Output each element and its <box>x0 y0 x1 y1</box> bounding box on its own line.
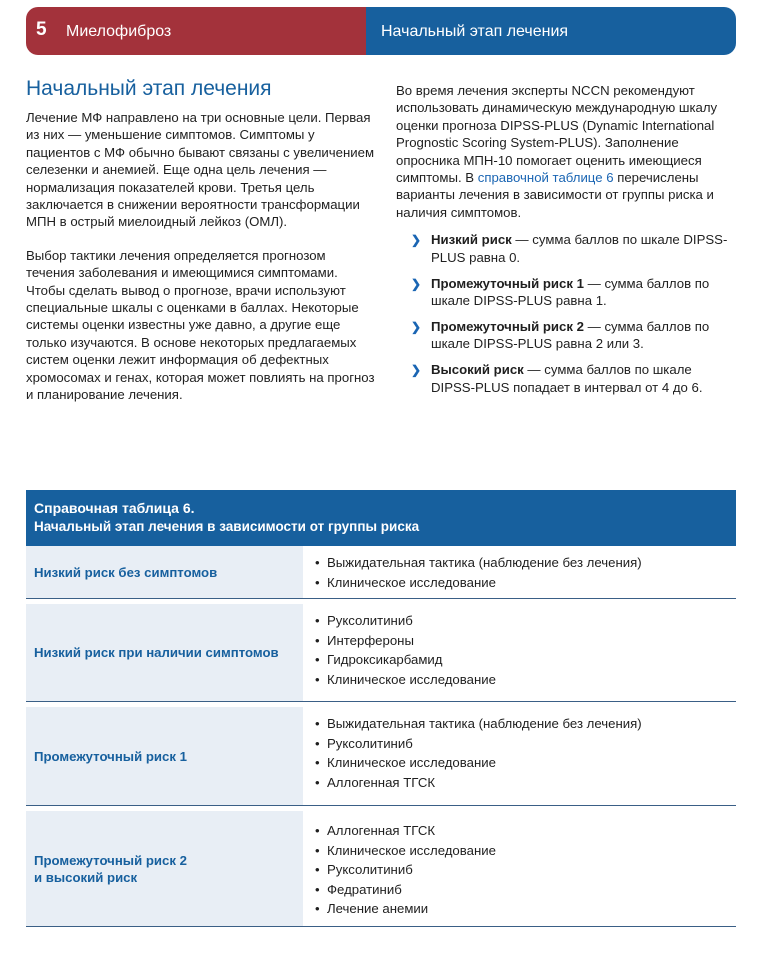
dipss-text-start: Во время лечения эксперты NCCN рекомендуют использовать динамическую международную шкалу оценки прогноза DIPSS-PLUS (Dynamic International Prognostic Scoring System-PLUS). Заполнение опросника МПН-10 помогает оценить имеющиеся симптомы. В <box>396 83 718 186</box>
risk-group-label: Низкий риск при наличии симптомов <box>34 645 279 660</box>
table-reference-link[interactable]: справочной таблице 6 <box>477 170 614 186</box>
page-header <box>26 7 736 55</box>
treatment-item: • Руксолитиниб <box>315 734 736 754</box>
table-row <box>26 604 736 702</box>
treatment-cell <box>303 811 736 926</box>
chevron-right-icon: ❯ <box>411 233 422 248</box>
chapter-title: Миелофиброз <box>66 23 172 40</box>
risk-group-label <box>34 852 187 886</box>
treatment-item: • Интерфероны <box>315 631 736 651</box>
chapter-tab <box>26 7 366 55</box>
risk-name: Промежуточный риск 1 <box>431 275 584 291</box>
risk-description: — сумма баллов по шкале DIPSS-PLUS попадает в интервал от 4 до 6. <box>431 362 703 395</box>
list-item <box>396 231 731 266</box>
risk-group-cell <box>26 811 303 926</box>
treatment-item: • Выжидательная тактика (наблюдение без лечения) <box>315 714 736 734</box>
table-title: Справочная таблица 6. <box>34 500 195 516</box>
risk-description: — сумма баллов по шкале DIPSS-PLUS равна 0. <box>431 232 728 265</box>
page-heading: Начальный этап лечения <box>26 77 272 100</box>
treatment-item: • Клиническое исследование <box>315 670 736 690</box>
table-subtitle: Начальный этап лечения в зависимости от группы риска <box>34 519 420 534</box>
prognosis-paragraph: Выбор тактики лечения определяется прогнозом течения заболевания и имеющимися симптомами. Чтобы сделать вывод о прогнозе, врачи используют специальные шкалы с оценками в баллах. Некоторые системы оценки известны уже давно, а другие еще только изучаются. В основе некоторых предлагаемых систем оценки лежит информация об дефектных хромосомах и генах, которая может повлиять на прогноз и планирование лечения. <box>26 247 375 403</box>
risk-group-cell <box>26 707 303 805</box>
treatment-cell <box>303 546 736 598</box>
risk-group-label: Промежуточный риск 1 <box>34 748 187 764</box>
chevron-right-icon: ❯ <box>411 363 422 378</box>
table-header <box>26 490 736 546</box>
intro-paragraph: Лечение МФ направлено на три основные цели. Первая из них — уменьшение симптомов. Симптомы у пациентов с МФ обычно бывают связаны с увеличением селезенки и анемией. Еще одна цель лечения — нормализация показателей крови. Третья цель заключается в снижении вероятности трансформации МПН в острый миелоидный лейкоз (ОМЛ). <box>26 110 375 230</box>
list-item <box>396 275 731 310</box>
treatment-cell <box>303 604 736 701</box>
treatment-item: • Руксолитиниб <box>315 860 736 880</box>
dipss-text-end: перечислены варианты лечения в зависимости от группы риска и наличия симптомов. <box>396 170 714 220</box>
table-row <box>26 546 736 599</box>
list-item <box>396 318 731 353</box>
table-row <box>26 811 736 927</box>
risk-name: Промежуточный риск 2 <box>431 318 584 334</box>
chapter-number: 5 <box>36 19 47 40</box>
risk-name: Высокий риск <box>431 362 524 378</box>
treatment-item: • Клиническое исследование <box>315 841 736 861</box>
treatment-item: • Аллогенная ТГСК <box>315 773 736 793</box>
chevron-right-icon: ❯ <box>411 276 422 291</box>
list-item <box>396 361 731 396</box>
risk-group-label-line2: и высокий риск <box>34 869 138 885</box>
treatment-cell <box>303 707 736 805</box>
section-tab <box>366 7 736 55</box>
risk-group-cell <box>26 604 303 701</box>
risk-description: — сумма баллов по шкале DIPSS-PLUS равна 1. <box>431 275 710 308</box>
risk-group-list <box>396 231 731 396</box>
risk-name: Низкий риск <box>431 232 512 248</box>
risk-description: — сумма баллов по шкале DIPSS-PLUS равна 2 или 3. <box>431 318 710 352</box>
treatment-item: • Руксолитиниб <box>315 611 736 631</box>
treatment-item: • Клиническое исследование <box>315 573 736 593</box>
dipss-paragraph <box>396 82 731 221</box>
treatment-item: • Лечение анемии <box>315 899 736 919</box>
treatment-item: • Гидроксикарбамид <box>315 650 736 670</box>
left-column <box>26 76 376 420</box>
treatment-item: • Клиническое исследование <box>315 753 736 773</box>
chevron-right-icon: ❯ <box>411 319 422 334</box>
treatment-item: • Аллогенная ТГСК <box>315 821 736 841</box>
table-row <box>26 707 736 806</box>
right-column <box>396 82 731 405</box>
treatment-item: • Федратиниб <box>315 880 736 900</box>
risk-group-label-line1: Промежуточный риск 2 <box>34 852 187 868</box>
treatment-item: • Выжидательная тактика (наблюдение без лечения) <box>315 553 736 573</box>
risk-group-cell <box>26 546 303 598</box>
section-title: Начальный этап лечения <box>381 23 569 40</box>
risk-group-label: Низкий риск без симптомов <box>34 564 218 580</box>
reference-table <box>26 490 736 927</box>
